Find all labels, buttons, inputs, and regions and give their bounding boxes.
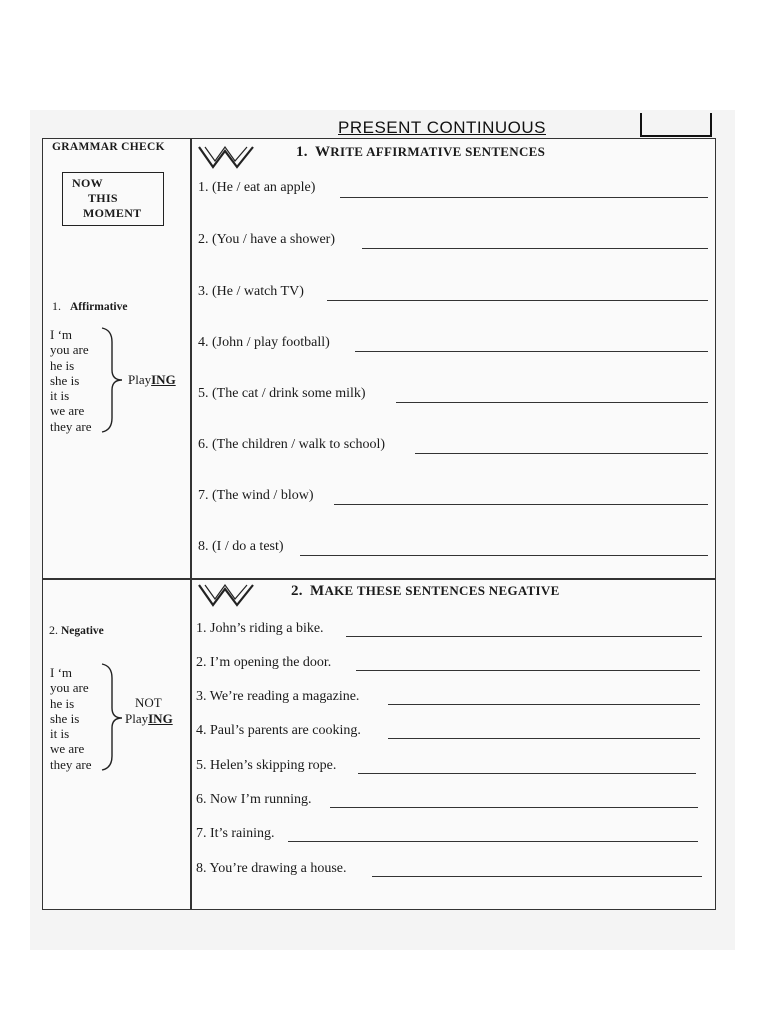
exercise1-item: 5. (The cat / drink some milk) [198, 386, 366, 401]
negative-verb-form [125, 711, 173, 727]
verb-prefix: Play [128, 372, 152, 387]
answer-line[interactable] [334, 504, 708, 505]
exercise1-item: 3. (He / watch TV) [198, 284, 304, 299]
affirmative-label: Affirmative [70, 301, 128, 313]
pronoun: it is [50, 388, 70, 404]
pronoun: I ‘m [50, 665, 73, 680]
pronoun: he is [50, 357, 75, 373]
section1-number: 1. [296, 144, 308, 160]
exercise1-item: 8. (I / do a test) [198, 539, 284, 554]
moment-word: MOMENT [83, 206, 142, 220]
affirmative-verb-form [128, 372, 176, 388]
exercise1-item: 2. (You / have a shower) [198, 232, 335, 247]
pronoun: we are [50, 741, 85, 757]
affirmative-heading [52, 299, 127, 314]
section2-title [291, 583, 560, 600]
section2-title-rest: AKE THESE SENTENCES NEGATIVE [324, 583, 560, 598]
pronoun: it is [50, 726, 70, 742]
section-divider [42, 578, 716, 580]
name-box[interactable] [640, 113, 712, 137]
pronoun: she is [50, 710, 80, 726]
affirmative-brace [100, 326, 128, 434]
answer-line[interactable] [356, 670, 700, 671]
now-word: NOW [72, 176, 103, 190]
affirmative-number: 1. [52, 299, 61, 313]
exercise2-item: 8. You’re drawing a house. [196, 861, 347, 876]
answer-line[interactable] [388, 738, 700, 739]
exercise2-item: 6. Now I’m running. [196, 792, 312, 807]
verb-suffix: ING [151, 372, 176, 387]
exercise2-item: 7. It’s raining. [196, 826, 275, 841]
answer-line[interactable] [355, 351, 708, 352]
now-this-moment-box [62, 172, 164, 226]
exercise1-item: 7. (The wind / blow) [198, 488, 314, 503]
pronoun: we are [50, 403, 85, 419]
pronoun: you are [50, 342, 89, 358]
section2-title-cap: M [309, 583, 325, 599]
verb-prefix: Play [125, 711, 149, 726]
exercise1-item: 4. (John / play football) [198, 335, 330, 350]
exercise2-item: 3. We’re reading a magazine. [196, 689, 360, 704]
exercise2-item: 2. I’m opening the door. [196, 655, 332, 670]
pronoun: you are [50, 680, 89, 696]
answer-line[interactable] [288, 841, 698, 842]
exercise2-item: 5. Helen’s skipping rope. [196, 758, 337, 773]
pronoun: they are [50, 756, 92, 772]
answer-line[interactable] [362, 248, 708, 249]
section1-title-cap: W [314, 144, 331, 160]
exercise1-item: 1. (He / eat an apple) [198, 180, 316, 195]
column-divider [190, 138, 192, 910]
answer-line[interactable] [415, 453, 708, 454]
page-title: PRESENT CONTINUOUS [338, 118, 546, 137]
pronoun: they are [50, 418, 92, 434]
answer-line[interactable] [327, 300, 708, 301]
negative-heading [49, 623, 104, 638]
verb-suffix: ING [148, 711, 173, 726]
affirmative-pronoun-list [50, 327, 92, 434]
answer-line[interactable] [330, 807, 698, 808]
section2-number: 2. [291, 583, 303, 599]
answer-line[interactable] [396, 402, 708, 403]
negative-number: 2. [49, 623, 58, 637]
pronoun: I ‘m [50, 327, 73, 342]
answer-line[interactable] [388, 704, 700, 705]
write-icon [197, 143, 257, 171]
not-label: NOT [135, 695, 162, 710]
grammar-check-label: GRAMMAR CHECK [52, 141, 165, 153]
exercise2-item: 1. John’s riding a bike. [196, 621, 324, 636]
negative-pronoun-list [50, 665, 92, 772]
pronoun: he is [50, 695, 75, 711]
write-icon [197, 581, 257, 609]
answer-line[interactable] [358, 773, 696, 774]
answer-line[interactable] [340, 197, 708, 198]
exercise2-item: 4. Paul’s parents are cooking. [196, 723, 361, 738]
pronoun: she is [50, 372, 80, 388]
answer-line[interactable] [372, 876, 702, 877]
negative-label: Negative [61, 625, 104, 637]
exercise1-item: 6. (The children / walk to school) [198, 437, 386, 452]
this-word: THIS [88, 191, 118, 205]
worksheet-frame [42, 138, 716, 910]
section1-title [296, 144, 545, 161]
negative-brace [100, 662, 128, 772]
section1-title-rest: RITE AFFIRMATIVE SENTENCES [330, 144, 546, 159]
answer-line[interactable] [300, 555, 708, 556]
answer-line[interactable] [346, 636, 702, 637]
